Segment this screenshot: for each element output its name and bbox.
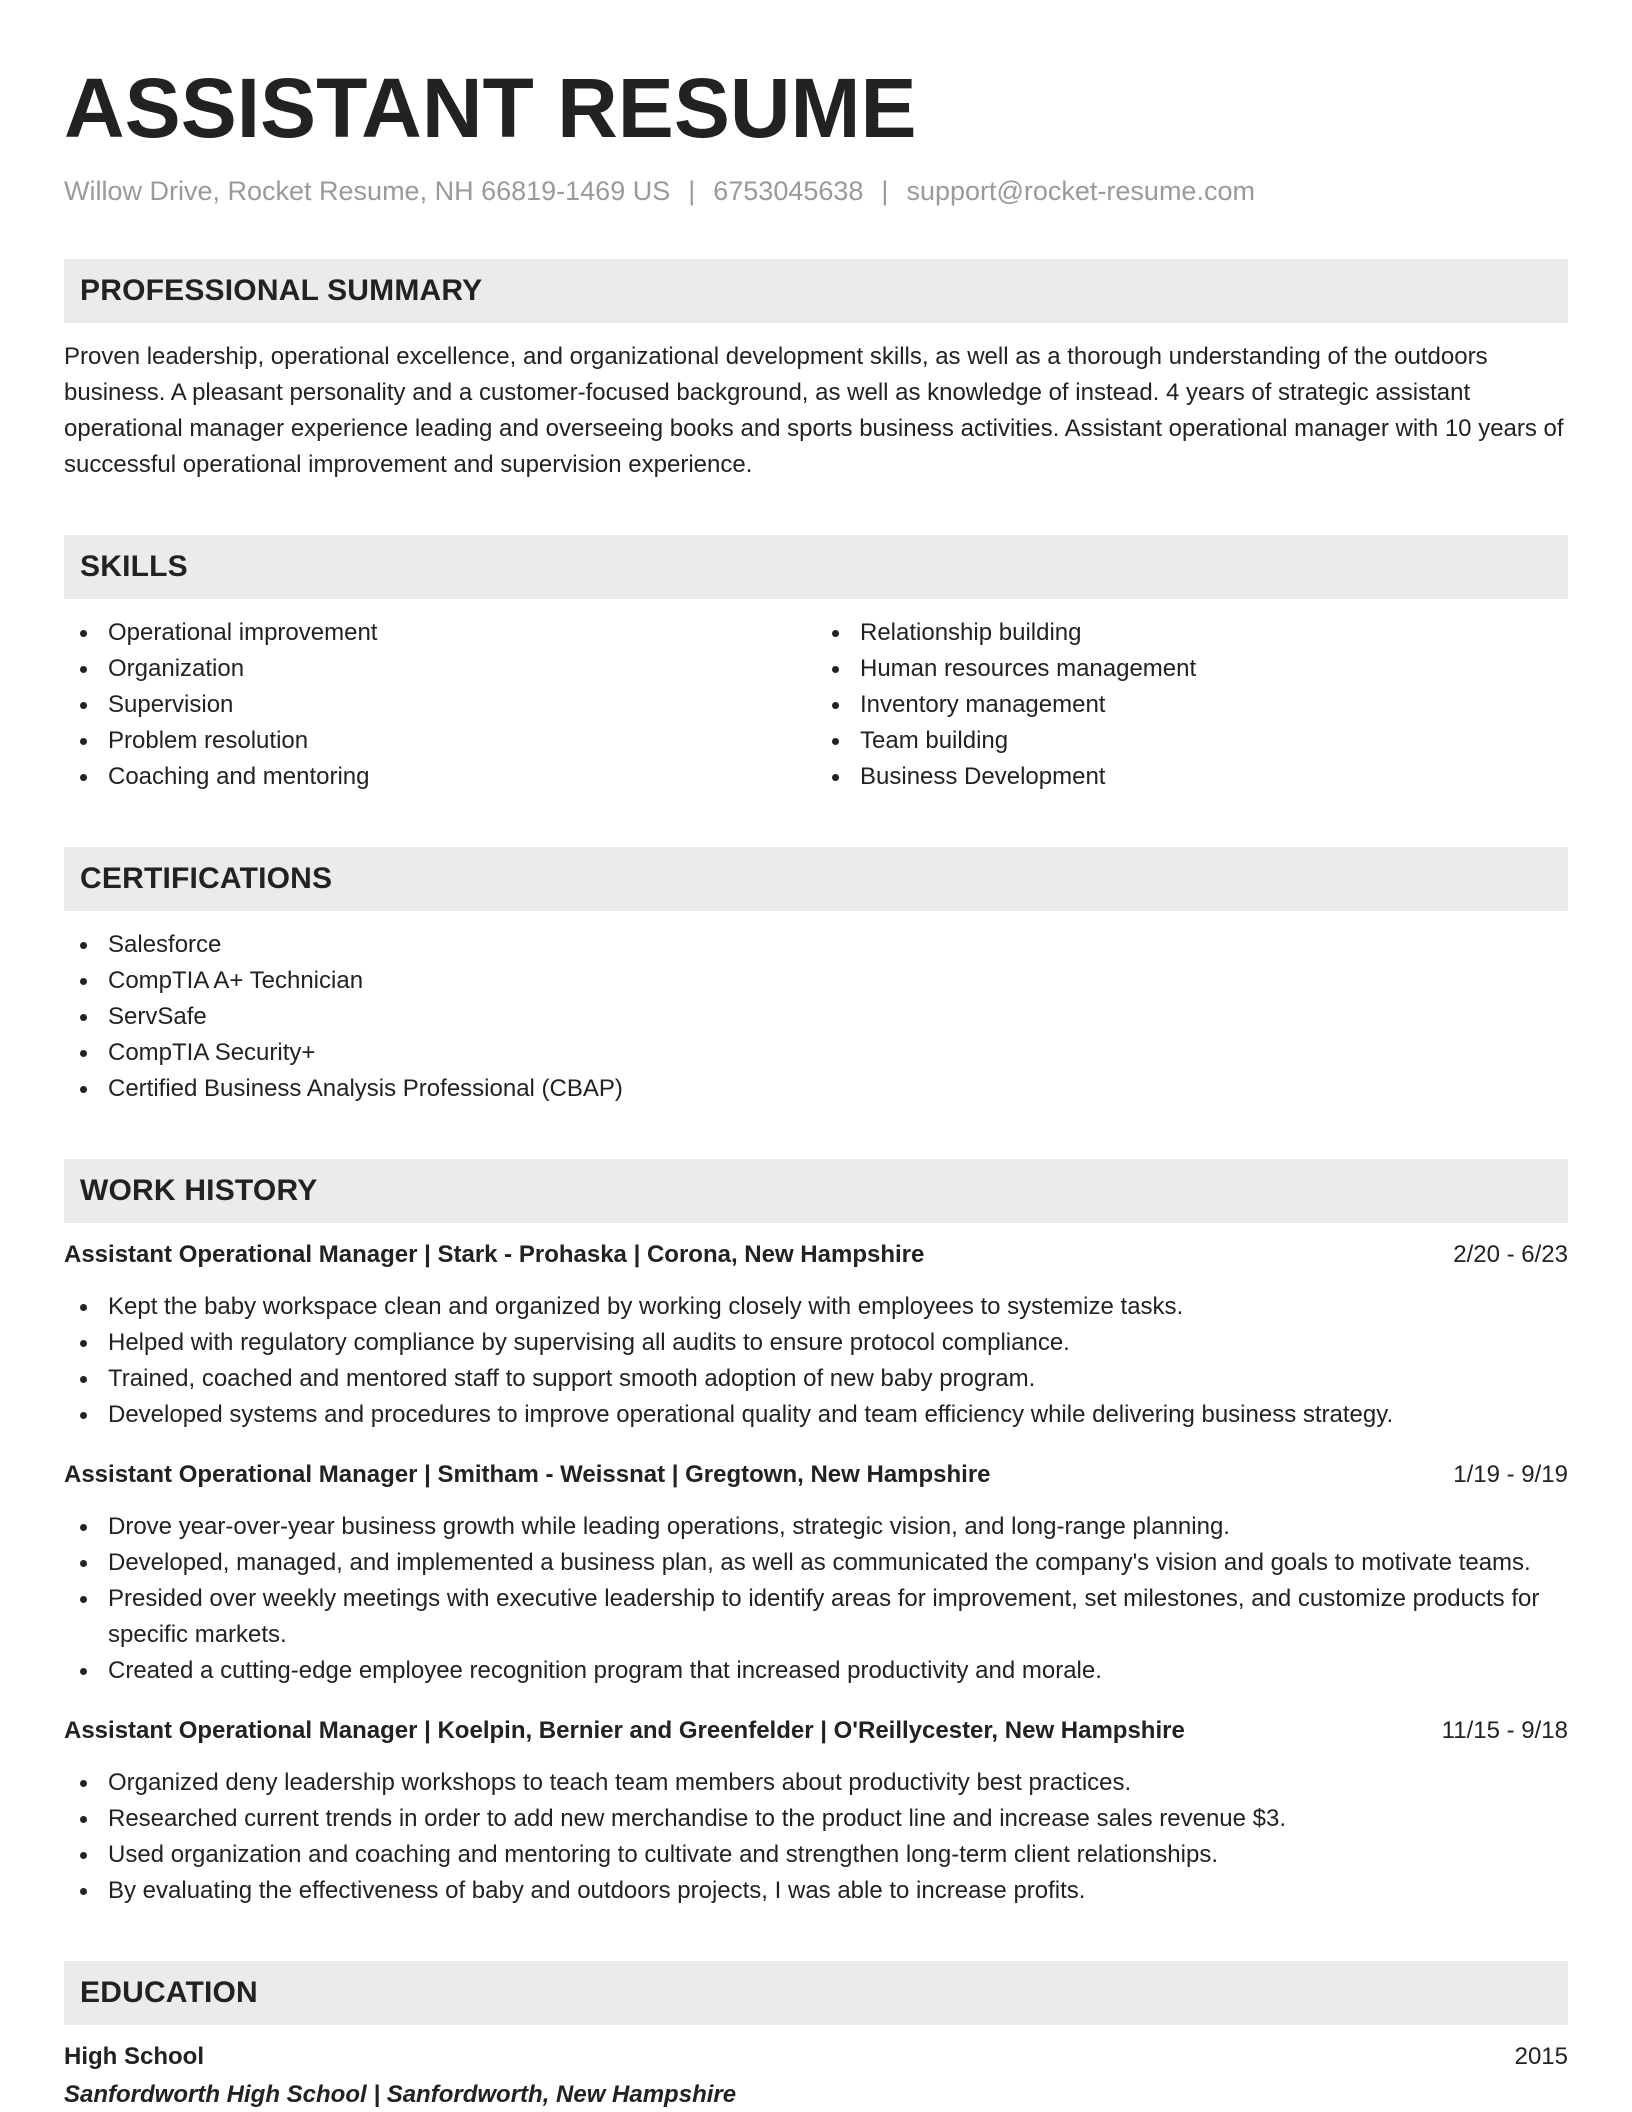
job-heading-row bbox=[64, 1713, 1568, 1749]
skills-list bbox=[64, 615, 1568, 795]
job-entry bbox=[64, 1457, 1568, 1689]
job-heading: Assistant Operational Manager | Smitham - Weissnat | Gregtown, New Hampshire bbox=[64, 1461, 991, 1488]
job-dates: 11/15 - 9/18 bbox=[1441, 1717, 1568, 1744]
job-heading: Assistant Operational Manager | Stark - Prohaska | Corona, New Hampshire bbox=[64, 1241, 925, 1268]
section-header-certifications bbox=[64, 847, 1568, 911]
skill-item: Human resources management bbox=[816, 651, 1568, 687]
certification-item: ServSafe bbox=[64, 999, 1568, 1035]
section-title: EDUCATION bbox=[80, 1976, 258, 2009]
skill-item: Problem resolution bbox=[64, 723, 816, 759]
job-bullet: Organized deny leadership workshops to teach team members about productivity best practices. bbox=[64, 1765, 1568, 1801]
education-year: 2015 bbox=[1514, 2043, 1568, 2070]
job-bullet: Helped with regulatory compliance by supervising all audits to ensure protocol compliance. bbox=[64, 1325, 1568, 1361]
skills-column-left bbox=[64, 615, 816, 795]
job-bullet: Created a cutting-edge employee recognition program that increased productivity and morale. bbox=[64, 1653, 1568, 1689]
section-header-skills bbox=[64, 535, 1568, 599]
job-dates: 2/20 - 6/23 bbox=[1453, 1241, 1568, 1268]
job-bullets bbox=[64, 1509, 1568, 1689]
job-bullet: Drove year-over-year business growth while leading operations, strategic vision, and long-range planning. bbox=[64, 1509, 1568, 1545]
job-bullet: Trained, coached and mentored staff to support smooth adoption of new baby program. bbox=[64, 1361, 1568, 1397]
skill-item: Organization bbox=[64, 651, 816, 687]
section-title: CERTIFICATIONS bbox=[80, 862, 333, 895]
resume-name: ASSISTANT RESUME bbox=[64, 61, 917, 155]
job-dates: 1/19 - 9/19 bbox=[1453, 1461, 1568, 1488]
job-bullets bbox=[64, 1289, 1568, 1433]
job-heading-row bbox=[64, 1237, 1568, 1273]
education-heading-row bbox=[64, 2039, 1568, 2075]
certifications-list bbox=[64, 927, 1568, 1107]
education-degree: High School bbox=[64, 2043, 204, 2070]
job-entry bbox=[64, 1237, 1568, 1433]
skill-item: Operational improvement bbox=[64, 615, 816, 651]
job-bullets bbox=[64, 1765, 1568, 1909]
skill-item: Inventory management bbox=[816, 687, 1568, 723]
job-entry bbox=[64, 1713, 1568, 1909]
certification-item: CompTIA Security+ bbox=[64, 1035, 1568, 1071]
skills-column-right bbox=[816, 615, 1568, 795]
contact-phone: 6753045638 bbox=[713, 176, 864, 206]
job-bullet: Kept the baby workspace clean and organized by working closely with employees to systemize tasks. bbox=[64, 1289, 1568, 1325]
certification-item: Salesforce bbox=[64, 927, 1568, 963]
skill-item: Coaching and mentoring bbox=[64, 759, 816, 795]
job-bullet: Developed, managed, and implemented a business plan, as well as communicated the company's vision and goals to motivate teams. bbox=[64, 1545, 1568, 1581]
skill-item: Supervision bbox=[64, 687, 816, 723]
contact-separator: | bbox=[881, 176, 889, 206]
certification-item: Certified Business Analysis Professional (CBAP) bbox=[64, 1071, 1568, 1107]
section-title: WORK HISTORY bbox=[80, 1174, 318, 1207]
job-bullet: Researched current trends in order to add new merchandise to the product line and increase sales revenue $3. bbox=[64, 1801, 1568, 1837]
job-heading-row bbox=[64, 1457, 1568, 1493]
certification-item: CompTIA A+ Technician bbox=[64, 963, 1568, 999]
job-bullet: Developed systems and procedures to improve operational quality and team efficiency while delivering business strategy. bbox=[64, 1397, 1568, 1433]
job-bullet: By evaluating the effectiveness of baby and outdoors projects, I was able to increase profits. bbox=[64, 1873, 1568, 1909]
summary-text: Proven leadership, operational excellence, and organizational development skills, as well as a thorough understanding of the outdoors business. A pleasant personality and a customer-focused background, as well as knowledge of instead. 4 years of strategic assistant operational manager experience leading and overseeing books and sports business activities. Assistant operational manager with 10 years of successful operational improvement and supervision experience. bbox=[64, 343, 1564, 478]
contact-email: support@rocket-resume.com bbox=[906, 176, 1255, 206]
section-header-education bbox=[64, 1961, 1568, 2025]
section-title: PROFESSIONAL SUMMARY bbox=[80, 274, 483, 307]
job-bullet: Used organization and coaching and mentoring to cultivate and strengthen long-term client relationships. bbox=[64, 1837, 1568, 1873]
education-school: Sanfordworth High School | Sanfordworth, New Hampshire bbox=[64, 2081, 737, 2108]
job-heading: Assistant Operational Manager | Koelpin, Bernier and Greenfelder | O'Reillycester, New Hampshire bbox=[64, 1717, 1185, 1744]
skill-item: Relationship building bbox=[816, 615, 1568, 651]
section-title: SKILLS bbox=[80, 550, 188, 583]
contact-address: Willow Drive, Rocket Resume, NH 66819-1469 US bbox=[64, 176, 671, 206]
job-bullet: Presided over weekly meetings with executive leadership to identify areas for improvement, set milestones, and customize products for specific markets. bbox=[64, 1581, 1568, 1653]
section-header-work-history bbox=[64, 1159, 1568, 1223]
skill-item: Business Development bbox=[816, 759, 1568, 795]
education-entry bbox=[64, 2039, 1568, 2112]
contact-separator: | bbox=[688, 176, 696, 206]
contact-line bbox=[64, 176, 1568, 207]
section-header-summary bbox=[64, 259, 1568, 323]
skill-item: Team building bbox=[816, 723, 1568, 759]
